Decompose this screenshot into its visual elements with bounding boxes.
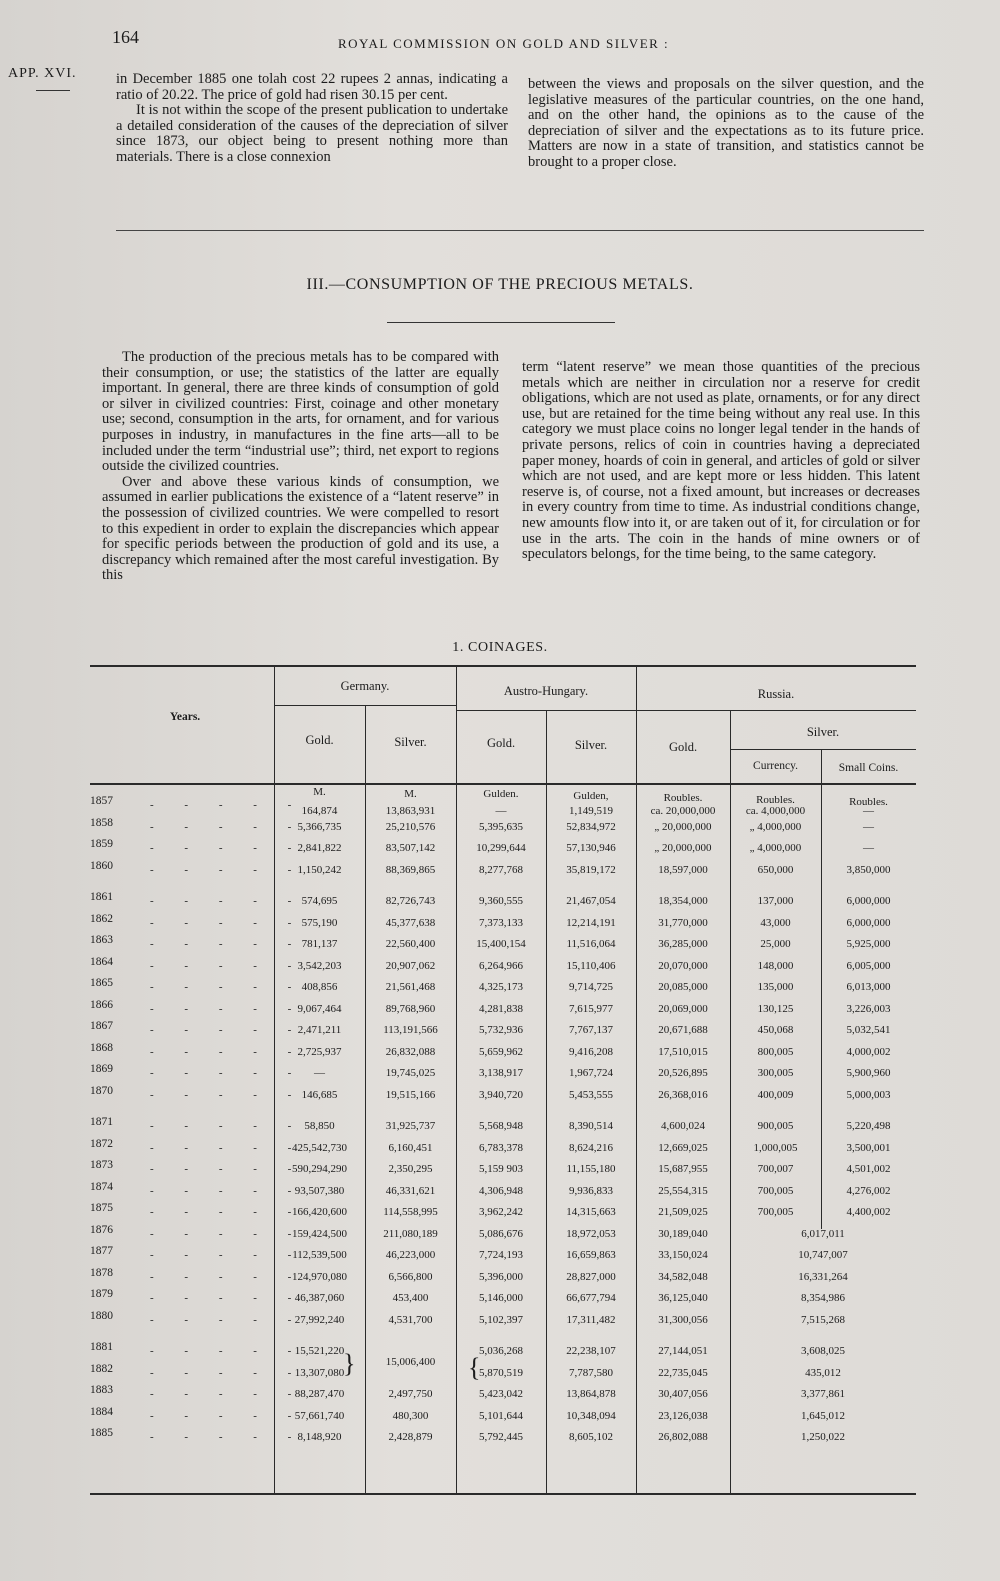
table-cell-de-silver: 20,907,062 bbox=[385, 959, 436, 972]
table-cell-de-silver: 480,300 bbox=[392, 1409, 429, 1422]
table-cell-ru-cur: 148,000 bbox=[757, 959, 794, 972]
table-cell-de-gold: 425,542,730 bbox=[292, 1141, 347, 1154]
table-rule-russia-silver-sub bbox=[730, 749, 916, 750]
table-cell-ru-gold: 22,735,045 bbox=[658, 1366, 708, 1379]
leader-dots: - - - - - bbox=[150, 959, 306, 972]
leader-dots: - - - - - bbox=[150, 1002, 306, 1015]
table-cell-ru-gold: 20,069,000 bbox=[658, 1002, 708, 1015]
table-cell-ru-gold: 15,687,955 bbox=[658, 1163, 708, 1175]
section-heading: III.—CONSUMPTION OF THE PRECIOUS METALS. bbox=[306, 276, 694, 293]
table-cell-ru-small: 5,220,498 bbox=[846, 1120, 891, 1132]
table-cell-ru-cur: 135,000 bbox=[757, 981, 794, 993]
table-cell-de-silver: 21,561,468 bbox=[385, 981, 436, 993]
year-label: 1884 bbox=[90, 1405, 113, 1418]
leader-dots: - - - - - bbox=[150, 1409, 306, 1422]
table-cell-ru-silver-combined: 16,331,264 bbox=[798, 1270, 848, 1283]
table-cell-ru-cur: 137,000 bbox=[757, 895, 794, 907]
table-cell-at-gold: — bbox=[495, 805, 507, 817]
leader-dots: - - - - - bbox=[150, 1088, 306, 1101]
table-cell-de-silver: 6,566,800 bbox=[388, 1270, 433, 1283]
table-cell-at-gold: 5,036,268 bbox=[479, 1345, 523, 1357]
table-cell-de-gold: — bbox=[314, 1067, 325, 1079]
leader-dots: - - - - - bbox=[150, 1120, 306, 1132]
leader-dots: - - - - - bbox=[150, 1249, 306, 1261]
table-cell-ru-gold: 26,802,088 bbox=[658, 1431, 708, 1443]
body-paragraph: The production of the precious metals has to be compared with their consumption, or use; the statistics of the latter are equally important. In general, there are three kinds of consumption of gold or silver in civilized countries: First, coinage and other monetary use; second, consumption in the arts, for ornament, and for various purposes in industry, in manufactures in the fine arts—all to be included under the term “industrial use”; third, net export to regions outside the civilized countries. bbox=[102, 349, 499, 475]
table-cell-ru-small: 4,276,002 bbox=[846, 1184, 891, 1197]
table-cell-ru-gold: 23,126,038 bbox=[658, 1409, 708, 1422]
table-cell-ru-gold: 33,150,024 bbox=[658, 1249, 708, 1261]
table-cell-de-gold: 164,874 bbox=[301, 805, 338, 817]
table-cell-de-gold: 1,150,242 bbox=[297, 863, 342, 876]
table-cell-at-gold: 3,962,242 bbox=[479, 1206, 523, 1218]
year-label: 1866 bbox=[90, 998, 113, 1011]
table-cell-ru-silver-combined: 3,377,861 bbox=[801, 1388, 845, 1400]
table-cell-de-gold: 590,294,290 bbox=[292, 1163, 347, 1175]
table-cell-ru-gold: 34,582,048 bbox=[658, 1270, 708, 1283]
year-label: 1860 bbox=[90, 859, 113, 872]
table-cell-ru-cur: 800,005 bbox=[757, 1045, 794, 1058]
table-cell-at-silver: 9,714,725 bbox=[569, 981, 613, 993]
table-cell-de-silver: 13,863,931 bbox=[385, 805, 436, 817]
year-label: 1879 bbox=[90, 1288, 113, 1300]
table-cell-at-silver: 17,311,482 bbox=[566, 1313, 616, 1326]
table-cell-at-gold: 5,568,948 bbox=[479, 1120, 523, 1132]
table-cell-at-gold: 3,940,720 bbox=[479, 1088, 523, 1101]
table-cell-ru-small: — bbox=[863, 820, 874, 833]
table-cell-de-gold: 146,685 bbox=[301, 1088, 338, 1101]
year-label: 1874 bbox=[90, 1180, 113, 1193]
table-cell-de-gold: 3,542,203 bbox=[297, 959, 342, 972]
table-cell-ru-small: 5,032,541 bbox=[846, 1024, 891, 1036]
header-austria-gold: Gold. bbox=[486, 736, 516, 750]
table-cell-de-gold: 166,420,600 bbox=[292, 1206, 347, 1218]
table-cell-de-gold: 13,307,080 bbox=[294, 1366, 345, 1379]
table-cell-at-gold: 6,783,378 bbox=[479, 1141, 523, 1154]
year-label: 1877 bbox=[90, 1245, 113, 1257]
header-years: Years. bbox=[169, 711, 201, 723]
year-label: 1875 bbox=[90, 1202, 113, 1214]
header-austria-hungary: Austro-Hungary. bbox=[503, 684, 589, 698]
year-label: 1881 bbox=[90, 1341, 113, 1353]
table-cell-ru-small: 6,000,000 bbox=[846, 895, 891, 907]
year-label: 1885 bbox=[90, 1427, 113, 1439]
table-cell-ru-gold: ca. 20,000,000 bbox=[650, 805, 716, 817]
table-cell-de-silver: 113,191,566 bbox=[383, 1024, 438, 1036]
year-label: 1880 bbox=[90, 1309, 113, 1322]
table-cell-de-gold: 57,661,740 bbox=[294, 1409, 345, 1422]
table-cell-ru-gold: 31,770,000 bbox=[658, 916, 708, 929]
table-cell-at-gold: 4,281,838 bbox=[479, 1002, 523, 1015]
body-right-column bbox=[522, 360, 920, 563]
table-cell-de-gold: 574,695 bbox=[301, 895, 338, 907]
table-cell-at-silver: 5,453,555 bbox=[569, 1088, 613, 1101]
unit-label: Roubles. bbox=[849, 796, 888, 808]
table-cell-de-gold: 124,970,080 bbox=[292, 1270, 347, 1283]
table-cell-ru-cur: 25,000 bbox=[760, 938, 791, 950]
table-rule-bottom bbox=[90, 1493, 916, 1495]
year-label: 1871 bbox=[90, 1116, 113, 1128]
body-paragraph: Over and above these various kinds of consumption, we assumed in earlier publications the existence of a “latent reserve” in the possession of civilized countries. We were compelled to resort to this expedient in order to explain the discrepancies which appear for specific periods between the production of gold and its use, a discrepancy which remained after the most careful investigation. By this bbox=[102, 473, 499, 584]
table-cell-de-gold: 112,539,500 bbox=[292, 1249, 347, 1261]
table-cell-at-silver: 11,155,180 bbox=[566, 1163, 616, 1175]
coinage-table bbox=[90, 665, 916, 1505]
table-cell-de-gold: 159,424,500 bbox=[292, 1227, 347, 1240]
intro-left-column bbox=[116, 72, 508, 166]
table-cell-at-silver: 7,767,137 bbox=[569, 1024, 613, 1036]
table-cell-at-silver: 14,315,663 bbox=[566, 1206, 616, 1218]
table-cell-ru-small: 4,000,002 bbox=[846, 1045, 891, 1058]
table-rule-top bbox=[90, 665, 916, 667]
year-label: 1873 bbox=[90, 1159, 113, 1171]
leader-dots: - - - - - bbox=[150, 1141, 306, 1154]
running-title: ROYAL COMMISSION ON GOLD AND SILVER : bbox=[338, 36, 670, 51]
section-divider bbox=[116, 230, 924, 231]
table-cell-de-silver: 2,497,750 bbox=[388, 1388, 433, 1400]
table-cell-de-silver: 89,768,960 bbox=[385, 1002, 436, 1015]
table-cell-de-silver: 4,531,700 bbox=[388, 1313, 433, 1326]
table-cell-ru-small: 4,501,002 bbox=[846, 1163, 891, 1175]
table-cell-at-gold: 10,299,644 bbox=[476, 842, 526, 854]
table-cell-ru-cur: 700,007 bbox=[757, 1163, 794, 1175]
table-cell-ru-gold: 4,600,024 bbox=[661, 1120, 705, 1132]
table-cell-ru-gold: 18,597,000 bbox=[658, 863, 708, 876]
intro-paragraph: It is not within the scope of the present publication to undertake a detailed consideration of the causes of the depreciation of silver since 1873, our object being to present nothing more than materials. There is a close connexion bbox=[116, 102, 508, 165]
header-germany-silver: Silver. bbox=[394, 735, 427, 749]
table-cell-ru-gold: 31,300,056 bbox=[658, 1313, 708, 1326]
table-cell-ru-small: — bbox=[863, 842, 874, 854]
table-cell-ru-small: 5,925,000 bbox=[846, 938, 891, 950]
table-cell-ru-silver-combined: 8,354,986 bbox=[801, 1292, 845, 1304]
header-russia-small-coins: Small Coins. bbox=[838, 762, 899, 774]
unit-label: Gulden, bbox=[573, 790, 609, 802]
leader-dots: - - - - - bbox=[150, 1345, 306, 1357]
table-cell-ru-gold: 20,070,000 bbox=[658, 959, 708, 972]
table-cell-de-gold: 58,850 bbox=[304, 1120, 335, 1132]
leader-dots: - - - - - bbox=[150, 1366, 306, 1379]
table-cell-de-gold: 2,471,211 bbox=[297, 1024, 342, 1036]
year-label: 1867 bbox=[90, 1020, 113, 1032]
year-label: 1863 bbox=[90, 934, 113, 946]
table-cell-at-silver: 8,390,514 bbox=[569, 1120, 613, 1132]
leader-dots: - - - - - bbox=[150, 820, 306, 833]
table-cell-at-silver: 35,819,172 bbox=[566, 863, 616, 876]
table-cell-de-silver: 19,745,025 bbox=[385, 1067, 436, 1079]
table-cell-ru-cur: „ 4,000,000 bbox=[749, 820, 802, 833]
table-cell-ru-silver-combined: 1,645,012 bbox=[801, 1409, 845, 1422]
intro-right-column bbox=[528, 77, 924, 171]
table-cell-ru-gold: 21,509,025 bbox=[658, 1206, 708, 1218]
table-cell-de-silver: 6,160,451 bbox=[388, 1141, 433, 1154]
table-cell-ru-cur: 700,005 bbox=[757, 1206, 794, 1218]
year-label: 1883 bbox=[90, 1384, 113, 1396]
brace-left: { bbox=[468, 1353, 481, 1382]
table-rule-russia-sub bbox=[636, 710, 916, 711]
table-cell-at-silver: 1,149,519 bbox=[569, 805, 613, 817]
appendix-margin-note: APP. XVI. bbox=[8, 66, 77, 81]
table-cell-ru-cur: 650,000 bbox=[757, 863, 794, 876]
year-label: 1857 bbox=[90, 795, 113, 807]
table-cell-at-silver: 10,348,094 bbox=[566, 1409, 616, 1422]
table-cell-at-silver: 8,605,102 bbox=[569, 1431, 613, 1443]
table-cell-at-silver: 21,467,054 bbox=[566, 895, 616, 907]
table-cell-de-silver: 19,515,166 bbox=[385, 1088, 436, 1101]
table-cell-de-silver: 2,428,879 bbox=[388, 1431, 433, 1443]
table-cell-de-silver: 453,400 bbox=[392, 1292, 429, 1304]
header-austria-silver: Silver. bbox=[574, 738, 608, 752]
table-cell-at-silver: 16,659,863 bbox=[566, 1249, 616, 1261]
table-cell-at-silver: 7,615,977 bbox=[569, 1002, 613, 1015]
table-cell-de-gold: 15,521,220 bbox=[294, 1345, 345, 1357]
table-cell-de-silver: 46,223,000 bbox=[385, 1249, 436, 1261]
intro-paragraph: in December 1885 one tolah cost 22 rupees 2 annas, indicating a ratio of 20.22. The price of gold had risen 30.15 per cent. bbox=[116, 71, 508, 103]
table-cell-at-silver: 11,516,064 bbox=[566, 938, 616, 950]
table-cell-ru-cur: 1,000,005 bbox=[753, 1141, 798, 1154]
year-label: 1872 bbox=[90, 1137, 113, 1150]
table-cell-at-gold: 15,400,154 bbox=[476, 938, 526, 950]
table-cell-at-silver: 15,110,406 bbox=[566, 959, 616, 972]
table-cell-at-silver: 1,967,724 bbox=[569, 1067, 613, 1079]
table-cell-ru-gold: 26,368,016 bbox=[658, 1088, 708, 1101]
header-russia: Russia. bbox=[757, 687, 795, 701]
table-cell-ru-gold: 20,671,688 bbox=[658, 1024, 708, 1036]
year-label: 1876 bbox=[90, 1223, 113, 1236]
table-cell-de-silver: 25,210,576 bbox=[385, 820, 436, 833]
table-cell-ru-small: 6,005,000 bbox=[846, 959, 891, 972]
table-cell-at-gold: 5,659,962 bbox=[479, 1045, 523, 1058]
table-cell-at-silver: 52,834,972 bbox=[566, 820, 616, 833]
leader-dots: - - - - - bbox=[150, 1431, 306, 1443]
table-cell-de-silver: 211,080,189 bbox=[383, 1227, 438, 1240]
table-cell-at-gold: 7,373,133 bbox=[479, 916, 523, 929]
table-cell-ru-cur: 450,068 bbox=[757, 1024, 794, 1036]
table-cell-at-silver: 57,130,946 bbox=[566, 842, 616, 854]
table-cell-ru-small: 6,013,000 bbox=[846, 981, 891, 993]
table-cell-ru-cur: 300,005 bbox=[757, 1067, 794, 1079]
header-russia-currency: Currency. bbox=[753, 760, 798, 772]
table-cell-at-silver: 13,864,878 bbox=[566, 1388, 616, 1400]
table-cell-de-gold: 5,366,735 bbox=[297, 820, 342, 833]
table-cell-at-gold: 5,792,445 bbox=[479, 1431, 523, 1443]
table-cell-at-gold: 5,396,000 bbox=[479, 1270, 523, 1283]
table-cell-de-silver: 82,726,743 bbox=[385, 895, 436, 907]
table-cell-de-gold: 9,067,464 bbox=[297, 1002, 342, 1015]
table-cell-de-silver: 26,832,088 bbox=[385, 1045, 436, 1058]
table-cell-at-silver: 66,677,794 bbox=[566, 1292, 616, 1304]
table-cell-ru-cur: 900,005 bbox=[757, 1120, 794, 1132]
table-cell-de-gold: 27,992,240 bbox=[294, 1313, 345, 1326]
year-label: 1864 bbox=[90, 955, 113, 968]
heading-underline bbox=[387, 322, 615, 323]
table-cell-ru-cur: 43,000 bbox=[760, 916, 791, 929]
table-cell-at-gold: 5,146,000 bbox=[479, 1292, 523, 1304]
year-label: 1859 bbox=[90, 838, 113, 850]
table-cell-ru-gold: 17,510,015 bbox=[658, 1045, 708, 1058]
table-cell-at-gold: 5,870,519 bbox=[479, 1366, 523, 1379]
year-label: 1868 bbox=[90, 1041, 113, 1054]
table-cell-ru-cur: 400,009 bbox=[757, 1088, 794, 1101]
leader-dots: - - - - - bbox=[150, 1292, 306, 1304]
table-cell-de-gold: 93,507,380 bbox=[294, 1184, 345, 1197]
table-cell-ru-gold: 25,554,315 bbox=[658, 1184, 708, 1197]
year-label: 1870 bbox=[90, 1084, 113, 1097]
table-cell-ru-small: 5,900,960 bbox=[846, 1067, 891, 1079]
table-cell-ru-cur: 130,125 bbox=[757, 1002, 794, 1015]
table-cell-de-silver: 22,560,400 bbox=[385, 938, 436, 950]
table-cell-ru-small: 5,000,003 bbox=[846, 1088, 891, 1101]
table-cell-at-gold: 5,101,644 bbox=[479, 1409, 523, 1422]
body-left-column bbox=[102, 350, 499, 584]
table-cell-ru-small: 4,400,002 bbox=[846, 1206, 891, 1218]
table-cell-ru-silver-combined: 7,515,268 bbox=[801, 1313, 845, 1326]
table-cell-at-gold: 5,732,936 bbox=[479, 1024, 523, 1036]
table-cell-ru-silver-combined: 6,017,011 bbox=[801, 1227, 845, 1240]
table-cell-ru-small: 3,850,000 bbox=[846, 863, 891, 876]
table-cell-de-silver: 88,369,865 bbox=[385, 863, 436, 876]
year-label: 1865 bbox=[90, 977, 113, 989]
unit-label: Gulden. bbox=[483, 788, 519, 800]
header-germany-gold: Gold. bbox=[305, 733, 334, 747]
unit-label: M. bbox=[404, 788, 417, 800]
table-cell-at-gold: 9,360,555 bbox=[479, 895, 523, 907]
header-russia-gold: Gold. bbox=[668, 740, 698, 754]
leader-dots: - - - - - bbox=[150, 1024, 306, 1036]
table-cell-at-gold: 5,159 903 bbox=[479, 1163, 523, 1175]
table-cell-ru-gold: 20,085,000 bbox=[658, 981, 708, 993]
table-cell-ru-silver-combined: 10,747,007 bbox=[798, 1249, 848, 1261]
table-cell-ru-cur: ca. 4,000,000 bbox=[745, 805, 806, 817]
table-cell-at-silver: 18,972,053 bbox=[566, 1227, 616, 1240]
leader-dots: - - - - - bbox=[150, 799, 306, 811]
margin-rule bbox=[36, 90, 70, 91]
leader-dots: - - - - - bbox=[150, 863, 306, 876]
table-cell-ru-gold: 12,669,025 bbox=[658, 1141, 708, 1154]
leader-dots: - - - - - bbox=[150, 895, 306, 907]
intro-paragraph: between the views and proposals on the silver question, and the legislative measures of the particular countries, on the one hand, and on the other hand, the opinions as to the cause of the depreciation of silver and the expectations as to its future price. Matters are now in a state of transition, and statistics cannot be brought to a proper close. bbox=[528, 76, 924, 170]
year-label: 1858 bbox=[90, 816, 113, 829]
table-cell-ru-gold: 27,144,051 bbox=[658, 1345, 708, 1357]
table-cell-de-gold: 46,387,060 bbox=[294, 1292, 345, 1304]
table-cell-ru-small: — bbox=[863, 805, 874, 817]
leader-dots: - - - - - bbox=[150, 938, 306, 950]
table-cell-at-silver: 9,936,833 bbox=[569, 1184, 613, 1197]
table-cell-ru-silver-combined: 1,250,022 bbox=[801, 1431, 845, 1443]
table-cell-at-gold: 5,423,042 bbox=[479, 1388, 523, 1400]
table-cell-ru-small: 3,226,003 bbox=[846, 1002, 891, 1015]
page-number: 164 bbox=[112, 27, 139, 47]
leader-dots: - - - - - bbox=[150, 1184, 306, 1197]
header-russia-silver: Silver. bbox=[806, 725, 840, 739]
table-cell-ru-cur: 700,005 bbox=[757, 1184, 794, 1197]
leader-dots: - - - - - bbox=[150, 1270, 306, 1283]
leader-dots: - - - - - bbox=[150, 842, 306, 854]
table-cell-ru-gold: 36,125,040 bbox=[658, 1292, 708, 1304]
table-cell-at-gold: 3,138,917 bbox=[479, 1067, 523, 1079]
header-germany: Germany. bbox=[340, 679, 390, 693]
year-label: 1878 bbox=[90, 1266, 113, 1279]
table-cell-at-gold: 5,395,635 bbox=[479, 820, 523, 833]
leader-dots: - - - - - bbox=[150, 1227, 306, 1240]
table-cell-at-gold: 4,325,173 bbox=[479, 981, 523, 993]
table-cell-de-gold: 2,841,822 bbox=[297, 842, 342, 854]
year-label: 1882 bbox=[90, 1362, 113, 1375]
leader-dots: - - - - - bbox=[150, 1206, 306, 1218]
table-cell-ru-cur: „ 4,000,000 bbox=[749, 842, 802, 854]
table-cell-ru-silver-combined: 435,012 bbox=[805, 1366, 841, 1379]
table-cell-ru-gold: 18,354,000 bbox=[658, 895, 708, 907]
leader-dots: - - - - - bbox=[150, 1163, 306, 1175]
table-cell-de-gold: 781,137 bbox=[301, 938, 338, 950]
table-cell-ru-gold: 30,189,040 bbox=[658, 1227, 708, 1240]
table-cell-ru-gold: 36,285,000 bbox=[658, 938, 708, 950]
table-cell-ru-gold: „ 20,000,000 bbox=[654, 820, 712, 833]
leader-dots: - - - - - bbox=[150, 981, 306, 993]
table-cell-at-silver: 28,827,000 bbox=[566, 1270, 616, 1283]
table-cell-at-silver: 12,214,191 bbox=[566, 916, 616, 929]
table-cell-at-gold: 4,306,948 bbox=[479, 1184, 523, 1197]
table-cell-ru-small: 3,500,001 bbox=[846, 1141, 891, 1154]
brace-right: } bbox=[343, 1349, 356, 1378]
leader-dots: - - - - - bbox=[150, 1388, 306, 1400]
table-cell-at-silver: 9,416,208 bbox=[569, 1045, 613, 1058]
table-cell-at-gold: 7,724,193 bbox=[479, 1249, 523, 1261]
table-cell-de-silver: 2,350,295 bbox=[388, 1163, 433, 1175]
leader-dots: - - - - - bbox=[150, 916, 306, 929]
table-cell-at-gold: 5,102,397 bbox=[479, 1313, 523, 1326]
table-cell-ru-silver-combined: 3,608,025 bbox=[801, 1345, 845, 1357]
table-cell-de-silver: 45,377,638 bbox=[385, 916, 436, 929]
table-cell-at-silver: 7,787,580 bbox=[569, 1366, 613, 1379]
unit-label: Roubles. bbox=[663, 792, 703, 804]
table-cell-at-gold: 5,086,676 bbox=[479, 1227, 523, 1240]
year-label: 1861 bbox=[90, 891, 113, 903]
table-cell-de-gold: 88,287,470 bbox=[294, 1388, 345, 1400]
unit-label: Roubles. bbox=[756, 794, 795, 806]
table-title: 1. COINAGES. bbox=[452, 640, 548, 655]
table-cell-ru-gold: 20,526,895 bbox=[658, 1067, 708, 1079]
year-label: 1869 bbox=[90, 1063, 113, 1075]
unit-label: M. bbox=[313, 786, 326, 798]
table-cell-de-gold: 408,856 bbox=[301, 981, 338, 993]
year-label: 1862 bbox=[90, 912, 113, 925]
table-cell-de-gold: 8,148,920 bbox=[297, 1431, 342, 1443]
table-cell-at-gold: 6,264,966 bbox=[479, 959, 523, 972]
table-cell-de-silver: 83,507,142 bbox=[385, 842, 436, 854]
table-cell-ru-gold: 30,407,056 bbox=[658, 1388, 708, 1400]
table-cell-de-gold: 575,190 bbox=[301, 916, 338, 929]
table-cell-at-silver: 22,238,107 bbox=[566, 1345, 616, 1357]
leader-dots: - - - - - bbox=[150, 1045, 306, 1058]
table-rule-header-bottom bbox=[90, 783, 916, 785]
table-cell-de-silver: 15,006,400 bbox=[385, 1356, 436, 1368]
table-cell-ru-gold: „ 20,000,000 bbox=[654, 842, 712, 854]
body-paragraph: term “latent reserve” we mean those quantities of the precious metals which are neither in circulation nor a reserve for credit obligations, which are not used as plate, ornaments, or for any direct use, but are retained for the time being without any real use. In this category we must place coins no longer legal tender in the hands of private persons, relics of coin in countries having a depreciated paper money, hoards of coin in general, and articles of gold or silver which are not used, and are kept more or less hidden. This latent reserve is, of course, not a fixed amount, but increases or decreases in every country from time to time. As industrial conditions change, new amounts flow into it, or are taken out of it, for circulation or for use in the arts. The coin in the hands of mine owners or of speculators belongs, for the time being, to the same category. bbox=[522, 359, 920, 563]
table-cell-ru-small: 6,000,000 bbox=[846, 916, 891, 929]
table-cell-at-gold: 8,277,768 bbox=[479, 863, 523, 876]
table-cell-de-gold: 2,725,937 bbox=[297, 1045, 342, 1058]
table-cell-de-silver: 114,558,995 bbox=[383, 1206, 438, 1218]
leader-dots: - - - - - bbox=[150, 1067, 306, 1079]
table-cell-de-silver: 46,331,621 bbox=[385, 1184, 436, 1197]
leader-dots: - - - - - bbox=[150, 1313, 306, 1326]
table-cell-at-silver: 8,624,216 bbox=[569, 1141, 613, 1154]
table-cell-de-silver: 31,925,737 bbox=[385, 1120, 436, 1132]
